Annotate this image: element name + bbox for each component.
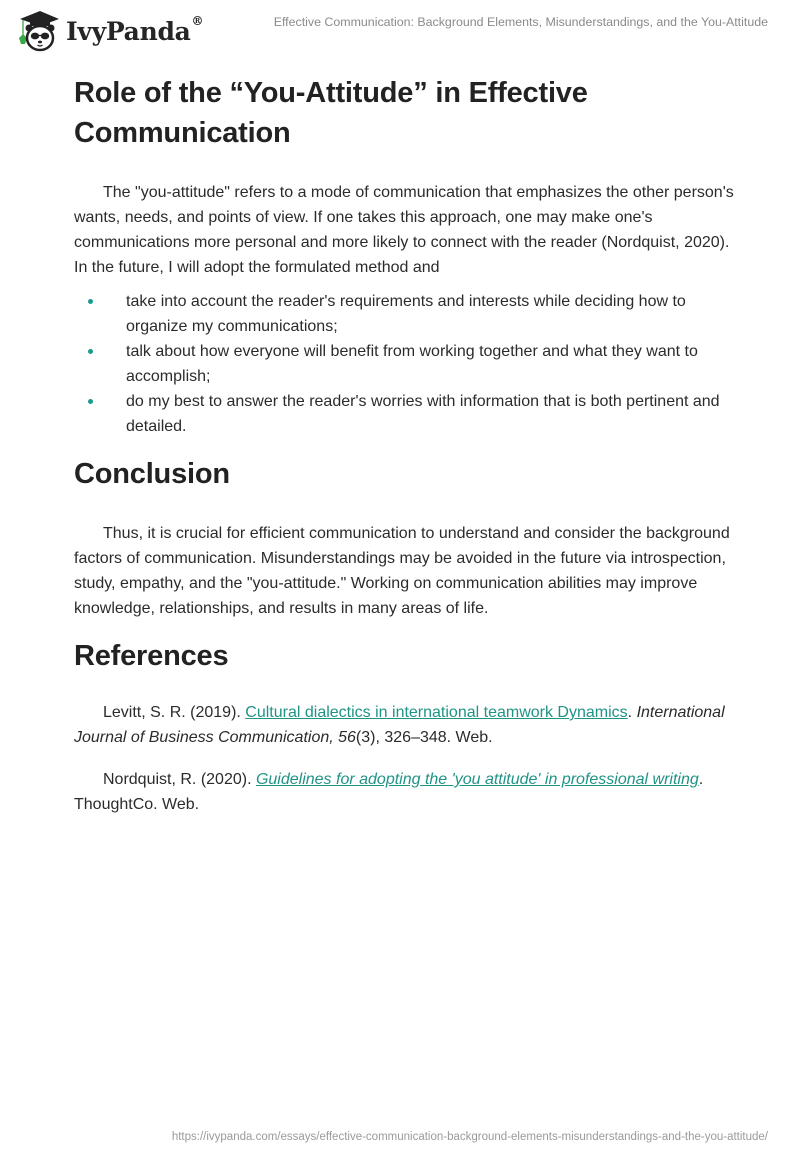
reference-author-date: Nordquist, R. (2020). bbox=[103, 771, 256, 788]
bullet-icon bbox=[88, 299, 93, 304]
reference-journal: International Journal of Business Communication, 56 bbox=[74, 704, 725, 746]
reference-suffix: (3), 326–348. Web. bbox=[355, 729, 493, 746]
panda-graduate-icon bbox=[16, 8, 60, 52]
bullet-icon bbox=[88, 349, 93, 354]
reference-link-levitt[interactable]: Cultural dialectics in international teamwork Dynamics bbox=[245, 704, 628, 721]
brand-name: IvyPanda® bbox=[66, 13, 204, 46]
ivypanda-logo[interactable] bbox=[16, 8, 203, 52]
section-heading-references: References bbox=[74, 640, 229, 672]
bullet-item bbox=[74, 339, 734, 389]
registered-mark: ® bbox=[191, 13, 204, 28]
section-heading-conclusion: Conclusion bbox=[74, 458, 230, 490]
reference-item-levitt bbox=[74, 700, 734, 750]
you-attitude-bullet-list bbox=[74, 289, 734, 439]
bullet-text: take into account the reader's requirements and interests while deciding how to organize my communications; bbox=[126, 293, 686, 335]
reference-author-date: Levitt, S. R. (2019). bbox=[103, 704, 246, 721]
bullet-item bbox=[74, 389, 734, 439]
bullet-text: talk about how everyone will benefit from working together and what they want to accomplish; bbox=[126, 343, 698, 385]
section-you-attitude bbox=[74, 73, 734, 439]
page-header bbox=[0, 0, 800, 56]
bullet-item bbox=[74, 289, 734, 339]
heading-line-1: Role of the “You-Attitude” in Effective bbox=[74, 77, 588, 109]
reference-suffix: . ThoughtCo. Web. bbox=[74, 771, 704, 813]
essay-content bbox=[74, 70, 734, 817]
footer-source-url: https://ivypanda.com/essays/effective-communication-background-elements-misunderstandings-and-the-you-attitude/ bbox=[171, 1131, 768, 1143]
document-title: Effective Communication: Background Elements, Misunderstandings, and the You-Attitude bbox=[273, 15, 768, 29]
bullet-icon bbox=[88, 399, 93, 404]
section-conclusion bbox=[74, 454, 734, 621]
section-references bbox=[74, 636, 734, 817]
reference-item-nordquist bbox=[74, 767, 734, 817]
you-attitude-paragraph: The "you-attitude" refers to a mode of communication that emphasizes the other person's wants, needs, and points of view. If one takes this approach, one may make one's communications more personal and more likely to connect with the reader (Nordquist, 2020). In the future, I will adopt the formulated method and bbox=[74, 184, 734, 276]
bullet-text: do my best to answer the reader's worries with information that is both pertinent and detailed. bbox=[126, 393, 720, 435]
conclusion-paragraph: Thus, it is crucial for efficient communication to understand and consider the background factors of communication. Misunderstandings may be avoided in the future via introspection, study, empathy, and the "you-attitude." Working on communication abilities may improve knowledge, relationships, and results in many areas of life. bbox=[74, 525, 730, 617]
section-heading-you-attitude bbox=[74, 73, 734, 153]
reference-punctuation: . bbox=[627, 704, 633, 721]
reference-link-nordquist[interactable]: Guidelines for adopting the 'you attitude' in professional writing bbox=[255, 771, 699, 788]
heading-line-2: Communication bbox=[74, 117, 291, 149]
